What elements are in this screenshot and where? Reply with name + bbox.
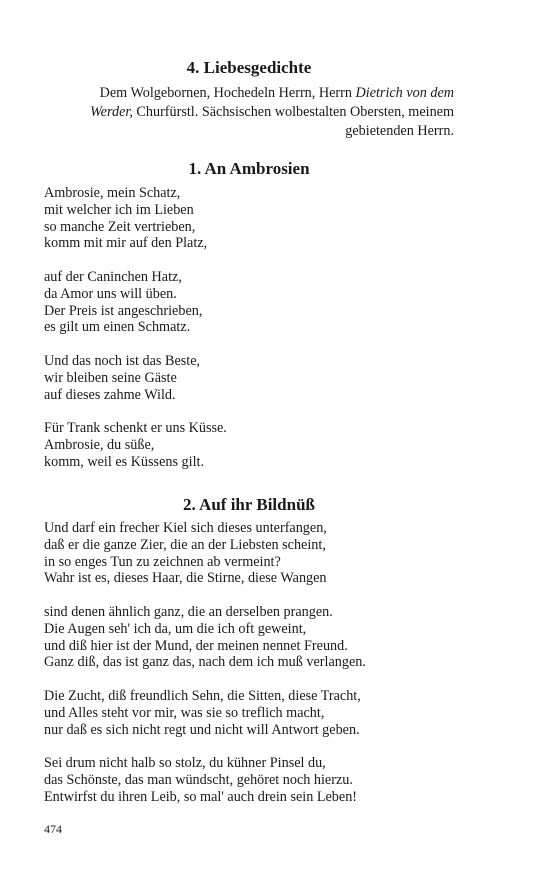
verse-line: Ganz diß, das ist ganz das, nach dem ich muß verlangen.	[44, 654, 366, 671]
poem-1-stanza-2	[44, 269, 454, 336]
dedication-name-italic-1: Dietrich von dem	[355, 85, 454, 101]
dedication-text-2: Churfürstl. Sächsischen wolbestalten Obersten, meinem	[132, 104, 454, 120]
verse-line: auf dieses zahme Wild.	[44, 386, 176, 403]
verse-line: Die Zucht, diß freundlich Sehn, die Sitten, diese Tracht,	[44, 688, 361, 704]
verse-line: Wahr ist es, dieses Haar, die Stirne, diese Wangen	[44, 570, 327, 587]
poem-2-stanza-4	[44, 755, 454, 805]
verse-line: auf der Caninchen Hatz,	[44, 269, 182, 285]
poem-1-stanza-3	[44, 353, 454, 403]
poem-2-stanza-1	[44, 520, 454, 587]
verse-line: komm, weil es Küssens gilt.	[44, 453, 204, 470]
verse-line: Entwirfst du ihren Leib, so mal' auch drein sein Leben!	[44, 788, 358, 805]
verse-line: sind denen ähnlich ganz, die an derselben prangen.	[44, 604, 333, 620]
verse-line: Und darf ein frecher Kiel sich dieses unterfangen,	[44, 520, 327, 536]
verse-line: mit welcher ich im Lieben	[44, 201, 194, 218]
chapter-title: 4. Liebesgedichte	[186, 58, 312, 77]
verse-line: in so enges Tun zu zeichnen ab vermeint?	[44, 553, 281, 570]
verse-line: das Schönste, das man wündscht, gehöret noch hierzu.	[44, 771, 353, 788]
poem-1-stanza-1	[44, 185, 454, 252]
verse-line: da Amor uns will üben.	[44, 285, 177, 302]
verse-line: komm mit mir auf den Platz,	[44, 235, 208, 252]
verse-line: wir bleiben seine Gäste	[44, 369, 177, 386]
page-number: 474	[44, 822, 62, 836]
verse-line: und diß hier ist der Mund, der meinen nennet Freund.	[44, 637, 348, 654]
poem-1-stanza-4	[44, 420, 454, 470]
verse-line: Und das noch ist das Beste,	[44, 353, 201, 369]
dedication-line-2	[44, 103, 454, 122]
dedication-name-italic-2: Werder,	[90, 104, 133, 120]
verse-line: Sei drum nicht halb so stolz, du kühner Pinsel du,	[44, 755, 326, 771]
dedication-text-1: Dem Wolgebornen, Hochedeln Herrn, Herrn	[99, 85, 356, 101]
verse-line: Der Preis ist angeschrieben,	[44, 302, 203, 319]
book-page	[44, 0, 454, 880]
verse-line: daß er die ganze Zier, die an der Liebsten scheint,	[44, 536, 326, 553]
verse-line: Ambrosie, mein Schatz,	[44, 185, 181, 201]
dedication-line-3: gebietenden Herrn.	[345, 123, 454, 139]
poem-2-stanza-2	[44, 604, 454, 671]
verse-line: und Alles steht vor mir, was sie so treflich macht,	[44, 704, 325, 721]
verse-line: so manche Zeit vertrieben,	[44, 218, 196, 235]
poem-2-stanza-3	[44, 688, 454, 738]
verse-line: Für Trank schenkt er uns Küsse.	[44, 420, 227, 436]
dedication	[44, 84, 454, 141]
verse-line: nur daß es sich nicht regt und nicht will Antwort geben.	[44, 721, 360, 738]
poem-1-title: 1. An Ambrosien	[188, 159, 310, 178]
dedication-line-1	[44, 84, 454, 103]
verse-line: Die Augen seh' ich da, um die ich oft geweint,	[44, 620, 307, 637]
poem-2-title: 2. Auf ihr Bildnüß	[183, 495, 315, 514]
verse-line: Ambrosie, du süße,	[44, 436, 155, 453]
verse-line: es gilt um einen Schmatz.	[44, 319, 191, 336]
